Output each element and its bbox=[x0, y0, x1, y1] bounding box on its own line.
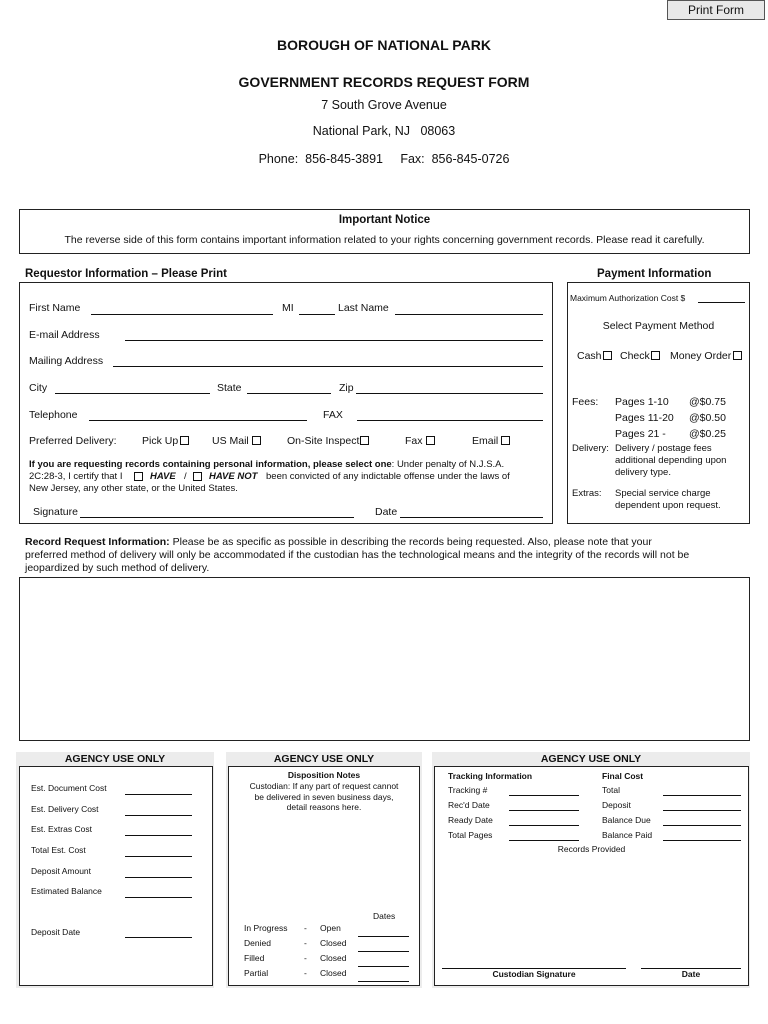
city-line: National Park, NJ 08063 bbox=[312, 124, 456, 138]
phone-fax-line: Phone: 856-845-3891 Fax: 856-845-0726 bbox=[258, 152, 510, 166]
status-dash-3: - bbox=[304, 953, 307, 963]
status-dash-2: - bbox=[304, 938, 307, 948]
est-document-cost-label: Est. Document Cost bbox=[31, 783, 107, 793]
certify-line: 2C:28-3, I certify that I bbox=[29, 471, 123, 482]
agency-title-right: AGENCY USE ONLY bbox=[540, 753, 642, 765]
last-name-label: Last Name bbox=[338, 302, 389, 314]
status-partial: Partial bbox=[244, 968, 269, 978]
city-field[interactable] bbox=[55, 393, 210, 394]
balance-due-label: Balance Due bbox=[602, 815, 651, 825]
record-request-line1 bbox=[25, 536, 652, 548]
mi-label: MI bbox=[282, 302, 294, 314]
status-closed-2: Closed bbox=[320, 953, 347, 963]
delivery-email-checkbox[interactable] bbox=[501, 436, 510, 445]
print-form-button[interactable]: Print Form bbox=[667, 0, 765, 20]
pay-cash-checkbox[interactable] bbox=[603, 351, 612, 360]
fee-pages-1: Pages 1-10 bbox=[615, 396, 669, 408]
requestor-section-title: Requestor Information – Please Print bbox=[25, 268, 227, 280]
important-notice-box bbox=[19, 209, 750, 254]
agency-costs-box bbox=[19, 766, 213, 986]
signature-field[interactable] bbox=[80, 517, 354, 518]
in-progress-date-field[interactable] bbox=[358, 936, 409, 937]
signature-label: Signature bbox=[33, 506, 78, 518]
notice-title: Important Notice bbox=[338, 214, 431, 226]
record-request-textarea[interactable] bbox=[19, 577, 750, 741]
telephone-label: Telephone bbox=[29, 409, 78, 421]
last-name-field[interactable] bbox=[395, 314, 543, 315]
est-delivery-cost-field[interactable] bbox=[125, 815, 192, 816]
fees-label: Fees: bbox=[572, 396, 599, 408]
tracking-title: Tracking Information bbox=[448, 771, 533, 781]
date-field[interactable] bbox=[400, 517, 543, 518]
have-label: HAVE bbox=[150, 471, 176, 482]
status-denied: Denied bbox=[244, 938, 271, 948]
record-request-text1: Please be as specific as possible in describing the records being requested. Also, please note that your bbox=[169, 536, 652, 548]
balance-paid-label: Balance Paid bbox=[602, 830, 653, 840]
disposition-line3: detail reasons here. bbox=[286, 802, 362, 812]
telephone-field[interactable] bbox=[89, 420, 307, 421]
ready-date-label: Ready Date bbox=[448, 815, 493, 825]
have-not-checkbox[interactable] bbox=[193, 472, 202, 481]
balance-due-field[interactable] bbox=[663, 825, 741, 826]
have-checkbox[interactable] bbox=[134, 472, 143, 481]
tracking-number-field[interactable] bbox=[509, 795, 579, 796]
delivery-onsite-label: On-Site Inspect bbox=[287, 435, 360, 447]
address-line: 7 South Grove Avenue bbox=[321, 98, 447, 112]
recd-date-field[interactable] bbox=[509, 810, 579, 811]
delivery-fee-line2: additional depending upon bbox=[615, 455, 727, 466]
final-deposit-label: Deposit bbox=[602, 800, 631, 810]
personal-info-line1 bbox=[29, 459, 504, 470]
status-in-progress: In Progress bbox=[244, 923, 288, 933]
partial-date-field[interactable] bbox=[358, 981, 409, 982]
est-extras-cost-label: Est. Extras Cost bbox=[31, 824, 92, 834]
delivery-fax-label: Fax bbox=[405, 435, 423, 447]
delivery-fee-line1: Delivery / postage fees bbox=[615, 443, 712, 454]
deposit-amount-label: Deposit Amount bbox=[31, 866, 92, 876]
deposit-amount-field[interactable] bbox=[125, 877, 192, 878]
balance-paid-field[interactable] bbox=[663, 840, 741, 841]
delivery-pickup-label: Pick Up bbox=[142, 435, 179, 447]
final-cost-title: Final Cost bbox=[602, 771, 644, 781]
form-title: GOVERNMENT RECORDS REQUEST FORM bbox=[238, 74, 530, 90]
email-field[interactable] bbox=[125, 340, 543, 341]
delivery-pickup-checkbox[interactable] bbox=[180, 436, 189, 445]
fee-price-2: @$0.50 bbox=[689, 412, 726, 424]
status-closed-3: Closed bbox=[320, 968, 347, 978]
deposit-date-label: Deposit Date bbox=[31, 927, 81, 937]
disposition-line1: Custodian: If any part of request cannot bbox=[249, 781, 399, 791]
estimated-balance-label: Estimated Balance bbox=[31, 886, 102, 896]
disposition-line2: be delivered in seven business days, bbox=[254, 792, 394, 802]
pay-check-checkbox[interactable] bbox=[651, 351, 660, 360]
max-auth-field[interactable] bbox=[698, 302, 745, 303]
extras-label: Extras: bbox=[572, 488, 602, 499]
delivery-usmail-checkbox[interactable] bbox=[252, 436, 261, 445]
org-title: BOROUGH OF NATIONAL PARK bbox=[277, 37, 491, 53]
extras-line1: Special service charge bbox=[615, 488, 711, 499]
records-provided-label: Records Provided bbox=[557, 844, 626, 854]
est-document-cost-field[interactable] bbox=[125, 794, 192, 795]
preferred-delivery-label: Preferred Delivery: bbox=[29, 435, 117, 447]
pay-money-order-checkbox[interactable] bbox=[733, 351, 742, 360]
fax-field[interactable] bbox=[357, 420, 543, 421]
personal-info-rest: : Under penalty of N.J.S.A. bbox=[391, 459, 505, 470]
recd-date-label: Rec'd Date bbox=[448, 800, 490, 810]
record-request-label: Record Request Information: bbox=[25, 536, 170, 548]
personal-info-bold: If you are requesting records containing personal information, please select one bbox=[29, 459, 392, 470]
denied-date-field[interactable] bbox=[358, 951, 409, 952]
extras-line2: dependent upon request. bbox=[615, 500, 721, 511]
delivery-fee-line3: delivery type. bbox=[615, 467, 671, 478]
total-est-cost-field[interactable] bbox=[125, 856, 192, 857]
state-label: State bbox=[217, 382, 242, 394]
status-open: Open bbox=[320, 923, 341, 933]
final-deposit-field[interactable] bbox=[663, 810, 741, 811]
total-est-cost-label: Total Est. Cost bbox=[31, 845, 86, 855]
mailing-address-label: Mailing Address bbox=[29, 355, 104, 367]
custodian-signature-label: Custodian Signature bbox=[492, 969, 576, 979]
total-pages-field[interactable] bbox=[509, 840, 579, 841]
fee-price-3: @$0.25 bbox=[689, 428, 726, 440]
final-total-label: Total bbox=[602, 785, 620, 795]
records-provided-field[interactable] bbox=[440, 856, 743, 964]
state-field[interactable] bbox=[247, 393, 331, 394]
email-label: E-mail Address bbox=[29, 329, 100, 341]
pay-cash-label: Cash bbox=[577, 350, 602, 362]
mailing-address-field[interactable] bbox=[113, 366, 543, 367]
filled-date-field[interactable] bbox=[358, 966, 409, 967]
max-auth-label: Maximum Authorization Cost $ bbox=[570, 293, 686, 303]
zip-label: Zip bbox=[339, 382, 354, 394]
select-payment-label: Select Payment Method bbox=[602, 320, 715, 332]
first-name-field[interactable] bbox=[91, 314, 273, 315]
payment-section-title: Payment Information bbox=[597, 268, 712, 280]
have-slash: / bbox=[184, 471, 187, 482]
status-dash-4: - bbox=[304, 968, 307, 978]
deposit-date-field[interactable] bbox=[125, 937, 192, 938]
final-total-field[interactable] bbox=[663, 795, 741, 796]
est-delivery-cost-label: Est. Delivery Cost bbox=[31, 804, 99, 814]
status-dash-1: - bbox=[304, 923, 307, 933]
certify-line-c: New Jersey, any other state, or the United States. bbox=[29, 483, 238, 494]
total-pages-label: Total Pages bbox=[448, 830, 493, 840]
date-label: Date bbox=[375, 506, 398, 518]
disposition-title: Disposition Notes bbox=[287, 770, 361, 780]
fax-label: FAX bbox=[323, 409, 343, 421]
delivery-email-label: Email bbox=[472, 435, 499, 447]
estimated-balance-field[interactable] bbox=[125, 897, 192, 898]
delivery-usmail-label: US Mail bbox=[212, 435, 249, 447]
tracking-number-label: Tracking # bbox=[448, 785, 488, 795]
have-not-label: HAVE NOT bbox=[209, 471, 258, 482]
notice-text: The reverse side of this form contains important information related to your rights concerning government records. Please read it carefully. bbox=[64, 234, 705, 246]
delivery-fax-checkbox[interactable] bbox=[426, 436, 435, 445]
est-extras-cost-field[interactable] bbox=[125, 835, 192, 836]
record-request-line2: preferred method of delivery will only be accommodated if the custodian has the technological means and the integrity of the records will not be bbox=[25, 549, 690, 561]
mi-field[interactable] bbox=[299, 314, 335, 315]
fee-pages-2: Pages 11-20 bbox=[615, 412, 674, 424]
first-name-label: First Name bbox=[29, 302, 81, 314]
delivery-fee-label: Delivery: bbox=[572, 443, 609, 454]
record-request-line3: jeopardized by such method of delivery. bbox=[25, 562, 210, 574]
zip-field[interactable] bbox=[356, 393, 543, 394]
custodian-date-label: Date bbox=[681, 969, 701, 979]
ready-date-field[interactable] bbox=[509, 825, 579, 826]
status-closed-1: Closed bbox=[320, 938, 347, 948]
agency-title-left: AGENCY USE ONLY bbox=[64, 753, 166, 765]
status-filled: Filled bbox=[244, 953, 265, 963]
dates-label: Dates bbox=[373, 911, 396, 921]
delivery-onsite-checkbox[interactable] bbox=[360, 436, 369, 445]
agency-title-middle: AGENCY USE ONLY bbox=[273, 753, 375, 765]
pay-check-label: Check bbox=[620, 350, 650, 362]
city-label: City bbox=[29, 382, 48, 394]
fee-pages-3: Pages 21 - bbox=[615, 428, 666, 440]
certify-line-b: been convicted of any indictable offense under the laws of bbox=[266, 471, 510, 482]
fee-price-1: @$0.75 bbox=[689, 396, 726, 408]
pay-money-order-label: Money Order bbox=[670, 350, 732, 362]
